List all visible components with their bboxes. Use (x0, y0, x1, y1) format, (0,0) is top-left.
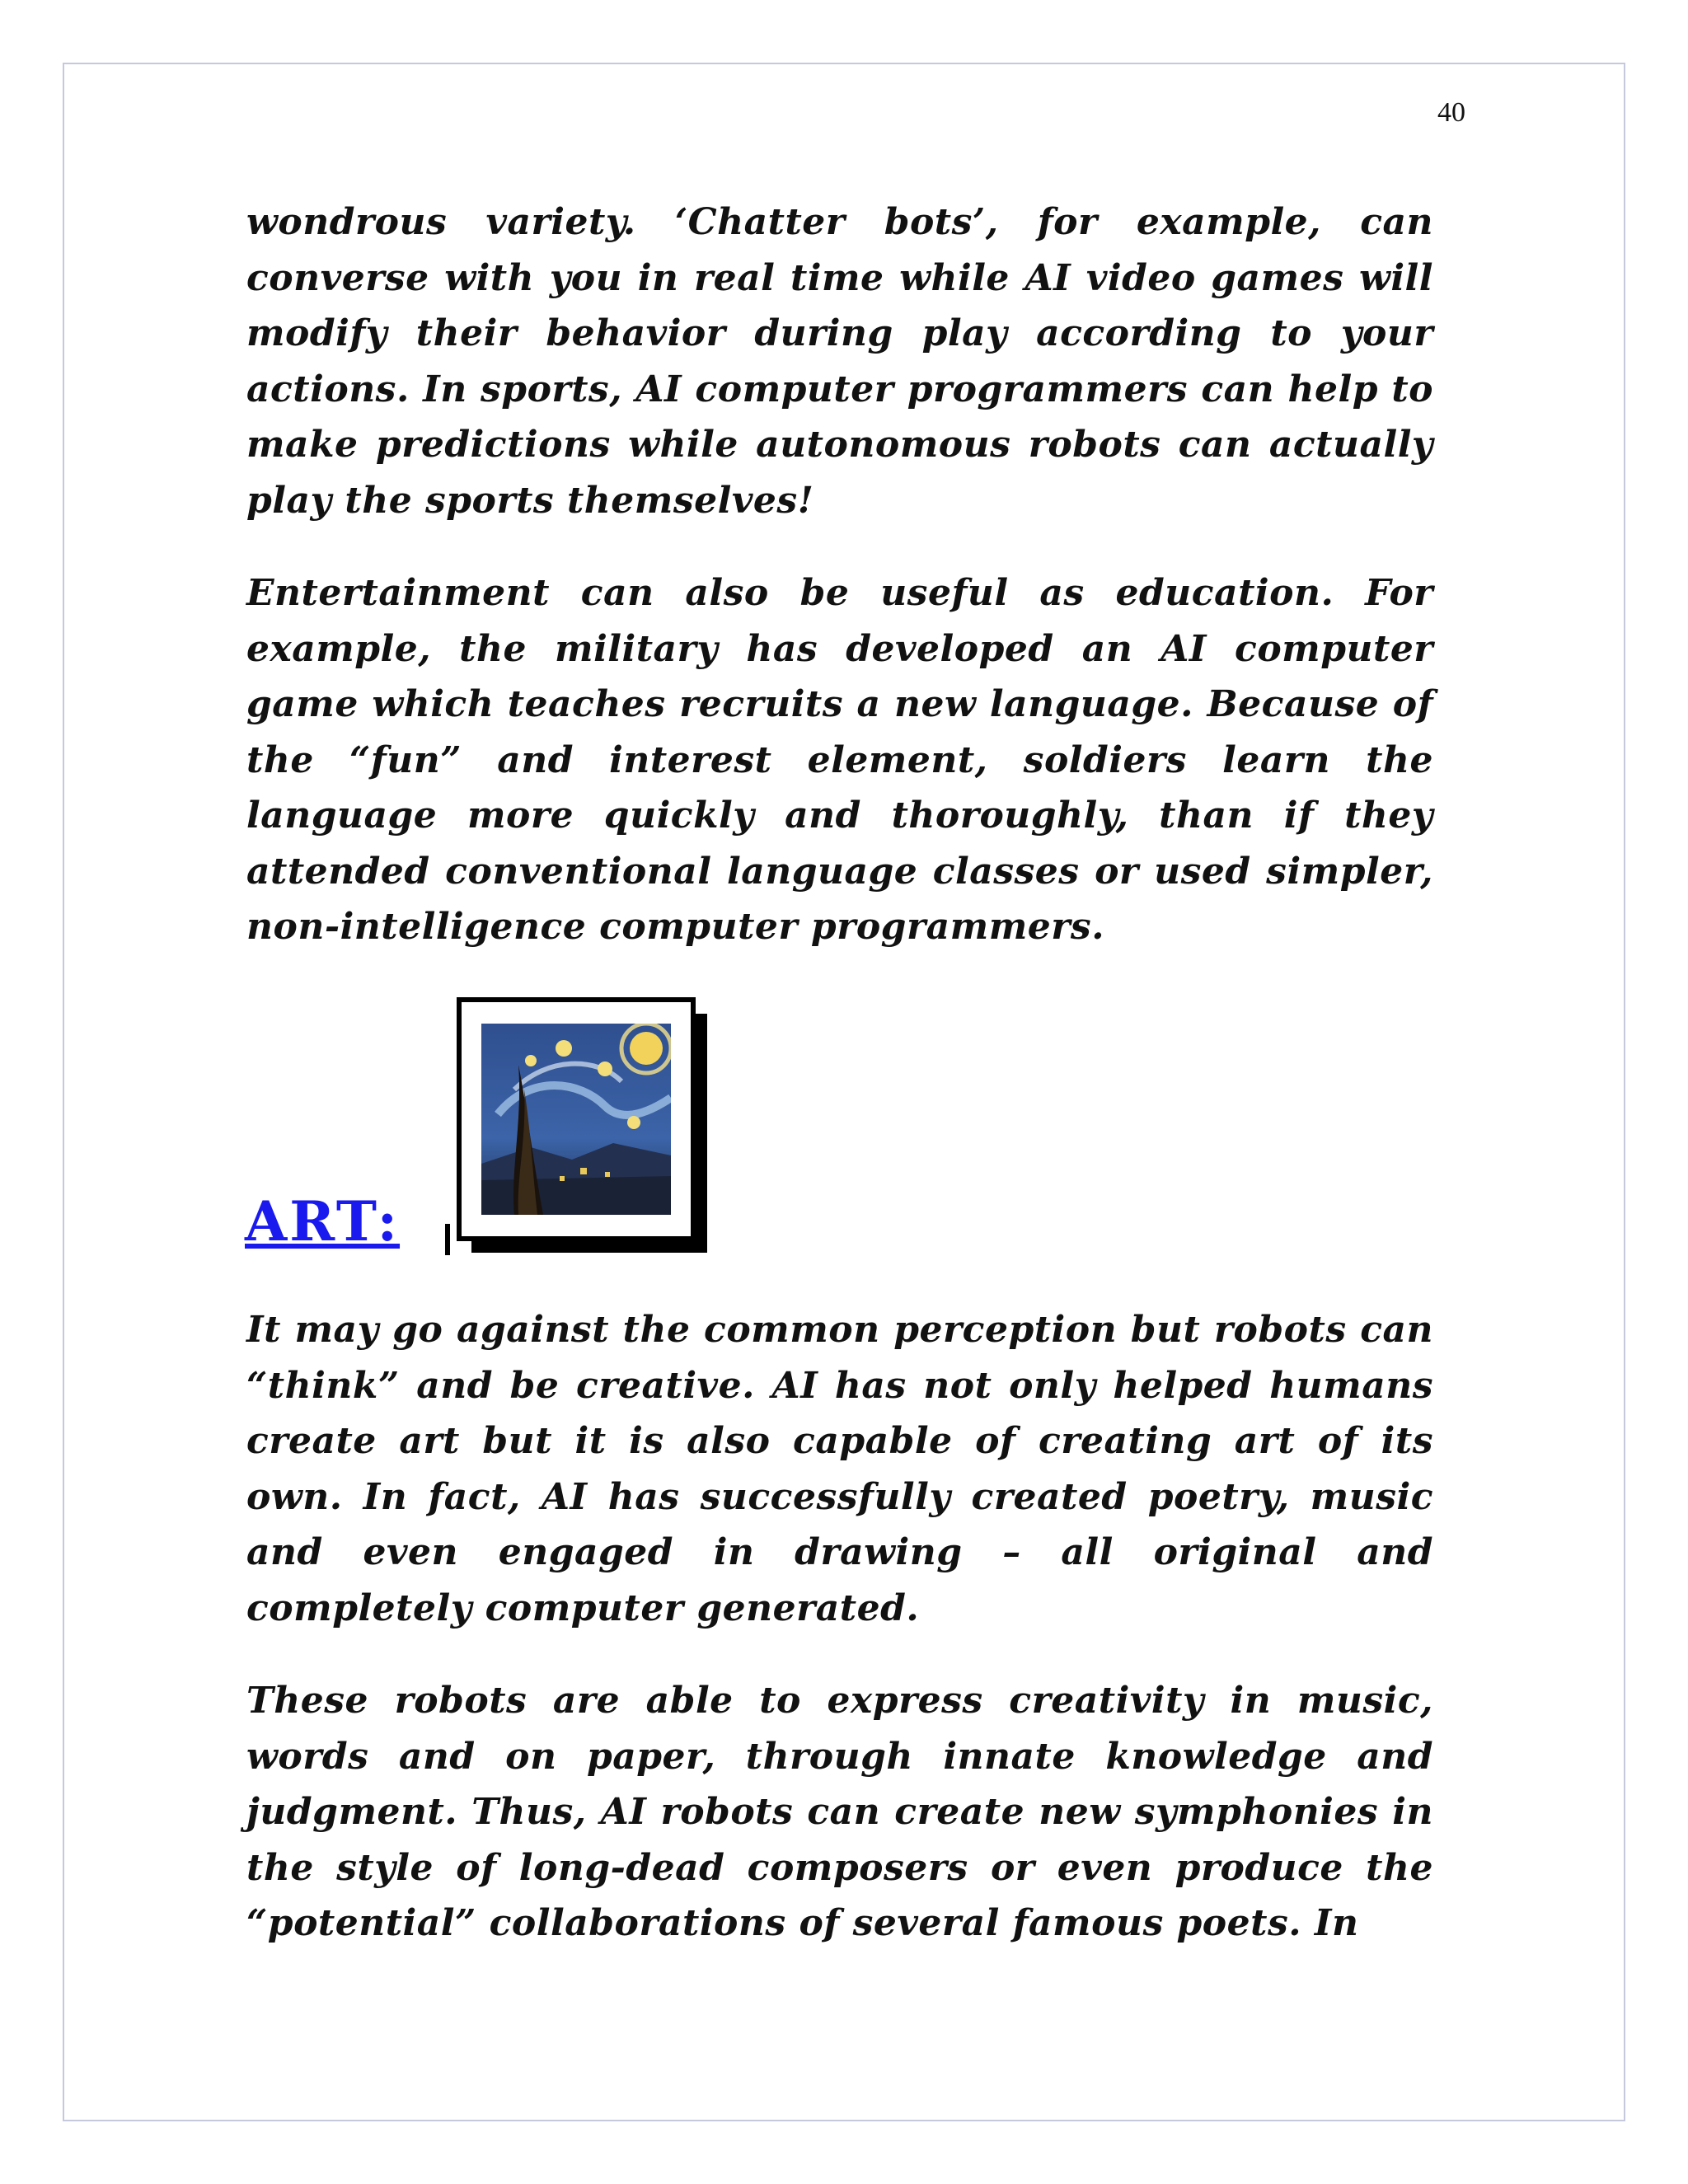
heading-divider (445, 1224, 450, 1255)
paragraph-art-creativity: It may go against the common perception but robots can “think” and be creative. AI has not only helped humans create art but it is also capable of creating art of its own. In fact, AI has successfully created poetry, music and even engaged in drawing – all original and completely computer generated. (246, 1309, 1433, 1629)
starry-night-painting (481, 1024, 671, 1215)
paragraph-art-robots: These robots are able to express creativity in music, words and on paper, through innate knowledge and judgment. Thus, AI robots can create new symphonies in the style of long-dead composers or even produce the “potential” collaborations of several famous poets. In (246, 1680, 1433, 1944)
paragraph-entertainment-education: Entertainment can also be useful as education. For example, the military has developed an AI computer game which teaches recruits a new language. Because of the “fun” and interest element, soldiers learn the language more quickly and thoroughly, than if they attended conventional language classes or used simpler, non-intelligence computer programmers. (246, 572, 1433, 948)
starry-night-image (457, 997, 696, 1241)
page-number: 40 (1437, 97, 1465, 128)
art-heading[interactable]: ART: (245, 1189, 401, 1254)
paragraph-entertainment-variety: wondrous variety. ‘Chatter bots’, for example, can converse with you in real time while AI video games will modify their behavior during play according to your actions. In sports, AI computer programmers can help to make predictions while autonomous robots can actually play the sports themselves! (246, 201, 1433, 522)
